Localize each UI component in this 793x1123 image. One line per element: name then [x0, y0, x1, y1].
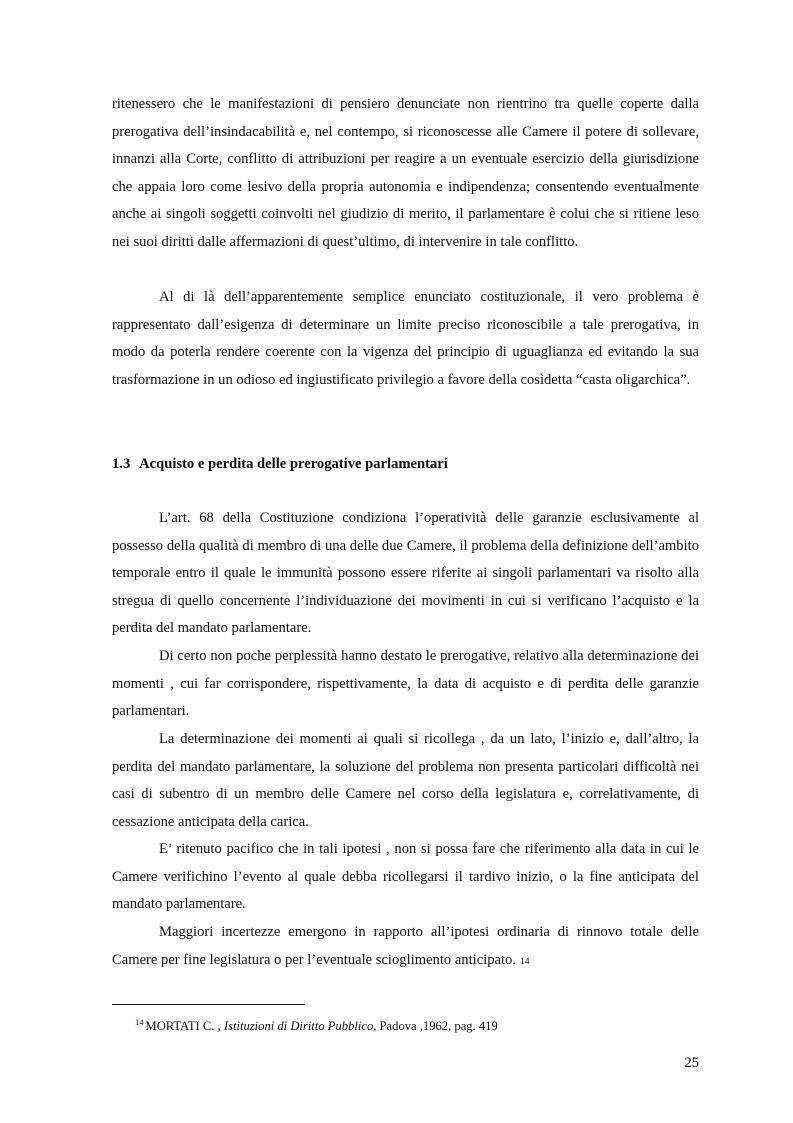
footnote-author: MORTATI C. ,: [145, 1019, 221, 1034]
paragraph-uncertainties-text: Maggiori incertezze emergono in rapporto all’ipotesi ordinaria di rinnovo totale delle Camere per fine legislatura o per l’eventuale scioglimento anticipato.: [112, 924, 699, 968]
footnote-reference: 14: [520, 956, 530, 967]
paragraph-determination: La determinazione dei momenti ai quali si ricollega , da un lato, l’inizio e, dall’altro, la perdita del mandato parlamentare, la soluzione del problema non presenta particolari difficoltà nei casi di subentro di un membro delle Camere nel corso della legislatura e, correlativamente, di cessazione anticipata della carica.: [112, 731, 699, 830]
footnote-separator: [112, 1004, 305, 1005]
section-title: Acquisto e perdita delle prerogative parlamentari: [139, 456, 448, 472]
footnote: [135, 1013, 695, 1035]
paragraph-prerogative-limit: Al di là dell’apparentemente semplice enunciato costituzionale, il vero problema è rappresentato dall’esigenza di determinare un limite preciso riconoscibile a tale prerogativa, in modo da poterla rendere coerente con la vigenza del principio di uguaglianza ed evitando la sua trasformazione in un odioso ed ingiustificato privilegio a favore della cosìdetta “casta oligarchica”.: [112, 289, 699, 388]
section-number: 1.3: [112, 456, 131, 472]
footnote-publication: Padova ,1962, pag. 419: [379, 1019, 498, 1034]
page-number: 25: [684, 1055, 699, 1071]
document-page: [112, 0, 699, 1123]
footnote-title: Istituzioni di Diritto Pubblico,: [223, 1019, 377, 1034]
footnote-marker: 14: [135, 1017, 144, 1027]
paragraph-uncertainties: [112, 919, 699, 976]
paragraph-pacific: E’ ritenuto pacifico che in tali ipotesi , non si possa fare che riferimento alla data in cui le Camere verifichino l’evento al quale debba ricollegarsi il tardivo inizio, o la fine anticipata del mandato parlamentare.: [112, 841, 699, 913]
paragraph-art-68: L’art. 68 della Costituzione condiziona l’operatività delle garanzie esclusivamente al possesso della qualità di membro di una delle due Camere, il problema della definizione dell’ambito temporale entro il quale le immunità possono essere riferite ai singoli parlamentari va risolto alla stregua di quello concernente l’individuazione dei movimenti in cui si verificano l’acquisto e la perdita del mandato parlamentare.: [112, 510, 699, 637]
paragraph-perplexities: Di certo non poche perplessità hanno destato le prerogative, relativo alla determinazione dei momenti , cui far corrispondere, rispettivamente, la data di acquisto e di perdita delle garanzie parlamentari.: [112, 648, 699, 720]
section-heading: [112, 451, 699, 478]
paragraph-continuation: ritenessero che le manifestazioni di pensiero denunciate non rientrino tra quelle coperte dalla prerogativa dell’insindacabilità e, nel contempo, si riconoscesse alle Camere il potere di sollevare, innanzi alla Corte, conflitto di attribuzioni per reagire a un eventuale esercizio della giurisdizione che appaia loro come lesivo della propria autonomia e indipendenza; consentendo eventualmente anche ai singoli soggetti coinvolti nel giudizio di merito, il parlamentare è colui che si ritiene leso nei suoi diritti dalle affermazioni di quest’ultimo, di intervenire in tale conflitto.: [112, 96, 699, 250]
